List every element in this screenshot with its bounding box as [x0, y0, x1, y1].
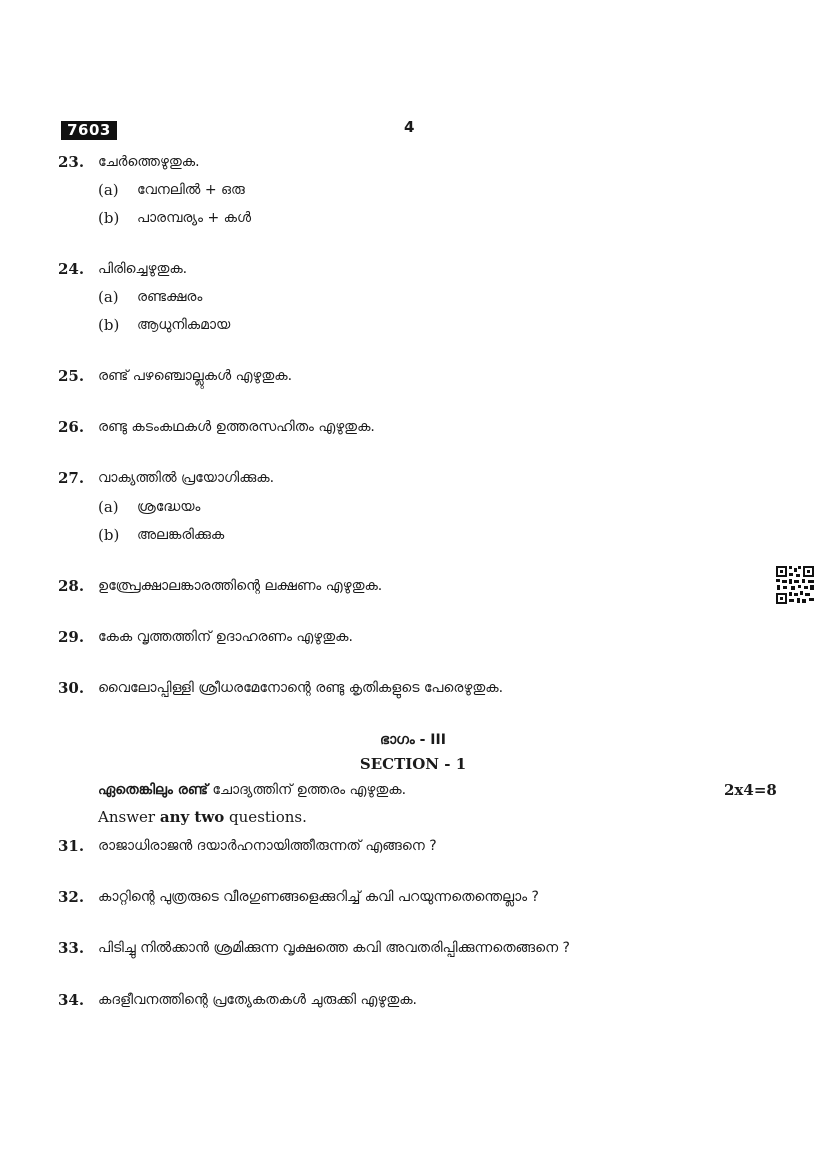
- question-29: [0, 626, 826, 648]
- question-24: [0, 258, 826, 280]
- question-23: [0, 151, 826, 173]
- question-30: [0, 677, 826, 699]
- question-27: [0, 467, 826, 489]
- question-text: വൈലോപ്പിള്ളി ശ്രീധരമേനോന്റെ രണ്ടു കൃതികളുടെ പേരെഴുതുക.: [98, 680, 504, 696]
- instruction-en-text: Answer: [98, 808, 160, 826]
- sub-text: ശ്രദ്ധേയം: [137, 499, 201, 515]
- qr-code-icon: [775, 565, 815, 605]
- question-number: 24.: [58, 260, 85, 278]
- section-title: SECTION - 1: [359, 755, 467, 773]
- question-text: രണ്ട് പഴഞ്ചൊല്ലുകൾ എഴുതുക.: [98, 368, 293, 384]
- question-number: 26.: [58, 418, 85, 436]
- instruction-text: ചോദ്യത്തിന് ഉത്തരം എഴുതുക.: [207, 782, 407, 798]
- sub-label: (a): [98, 288, 119, 306]
- sub-question: [0, 496, 826, 518]
- sub-label: (a): [98, 498, 119, 516]
- question-number: 30.: [58, 679, 85, 697]
- marks-allocation: 2x4=8: [724, 781, 777, 799]
- question-number: 34.: [58, 991, 85, 1009]
- instruction-malayalam: [98, 779, 406, 801]
- question-text: ഉത്പ്രേക്ഷാലങ്കാരത്തിന്റെ ലക്ഷണം എഴുതുക.: [98, 578, 383, 594]
- question-text: കേക വൃത്തത്തിന് ഉദാഹരണം എഴുതുക.: [98, 629, 353, 645]
- paper-code: 7603: [61, 121, 117, 140]
- instruction-emphasis: ഏതെങ്കിലും രണ്ട്: [98, 782, 208, 798]
- question-26: [0, 416, 826, 438]
- part-title: ഭാഗം - III: [380, 732, 446, 748]
- question-text: കദളീവനത്തിന്റെ പ്രത്യേകതകൾ ചുരുക്കി എഴുതുക.: [98, 992, 418, 1008]
- question-text: രാജാധിരാജൻ ദയാർഹനായിത്തീരുന്നത് എങ്ങനെ ?: [98, 838, 437, 854]
- instruction-en-text: questions.: [224, 808, 307, 826]
- question-number: 32.: [58, 888, 85, 906]
- sub-text: വേനലിൽ + ഒരു: [137, 182, 245, 198]
- question-text: രണ്ടു കടംകഥകൾ ഉത്തരസഹിതം എഴുതുക.: [98, 419, 375, 435]
- question-number: 25.: [58, 367, 85, 385]
- question-number: 31.: [58, 837, 85, 855]
- question-28: [0, 575, 826, 597]
- sub-text: പാരമ്പര്യം + കൾ: [137, 210, 252, 226]
- sub-question: [0, 524, 826, 546]
- question-32: [0, 886, 826, 908]
- question-25: [0, 365, 826, 387]
- instruction-en-emphasis: any two: [159, 808, 225, 826]
- question-31: [0, 835, 826, 857]
- question-text: ചേർത്തെഴുതുക.: [98, 154, 200, 170]
- page-number: 4: [404, 118, 415, 136]
- sub-label: (b): [98, 316, 120, 334]
- sub-question: [0, 179, 826, 201]
- question-number: 33.: [58, 939, 85, 957]
- question-text: പിടിച്ചു നിൽക്കാൻ ശ്രമിക്കുന്ന വൃക്ഷത്തെ കവി അവതരിപ്പിക്കുന്നതെങ്ങനെ ?: [98, 940, 570, 956]
- question-33: [0, 937, 826, 959]
- question-34: [0, 989, 826, 1011]
- sub-question: [0, 286, 826, 308]
- question-number: 29.: [58, 628, 85, 646]
- sub-text: രണ്ടക്ഷരം: [137, 289, 203, 305]
- question-text: കാറ്റിന്റെ പുത്രരുടെ വീരഗുണങ്ങളെക്കുറിച്ച് കവി പറയുന്നതെന്തെല്ലാം ?: [98, 889, 539, 905]
- question-number: 28.: [58, 577, 85, 595]
- question-text: വാക്യത്തിൽ പ്രയോഗിക്കുക.: [98, 470, 275, 486]
- sub-label: (a): [98, 181, 119, 199]
- question-text: പിരിച്ചെഴുതുക.: [98, 261, 188, 277]
- sub-label: (b): [98, 526, 120, 544]
- sub-label: (b): [98, 209, 120, 227]
- sub-text: അലങ്കരിക്കുക: [137, 527, 225, 543]
- instruction-english: [98, 806, 307, 828]
- question-number: 27.: [58, 469, 85, 487]
- question-number: 23.: [58, 153, 85, 171]
- sub-question: [0, 207, 826, 229]
- sub-text: ആധുനികമായ: [137, 317, 231, 333]
- sub-question: [0, 314, 826, 336]
